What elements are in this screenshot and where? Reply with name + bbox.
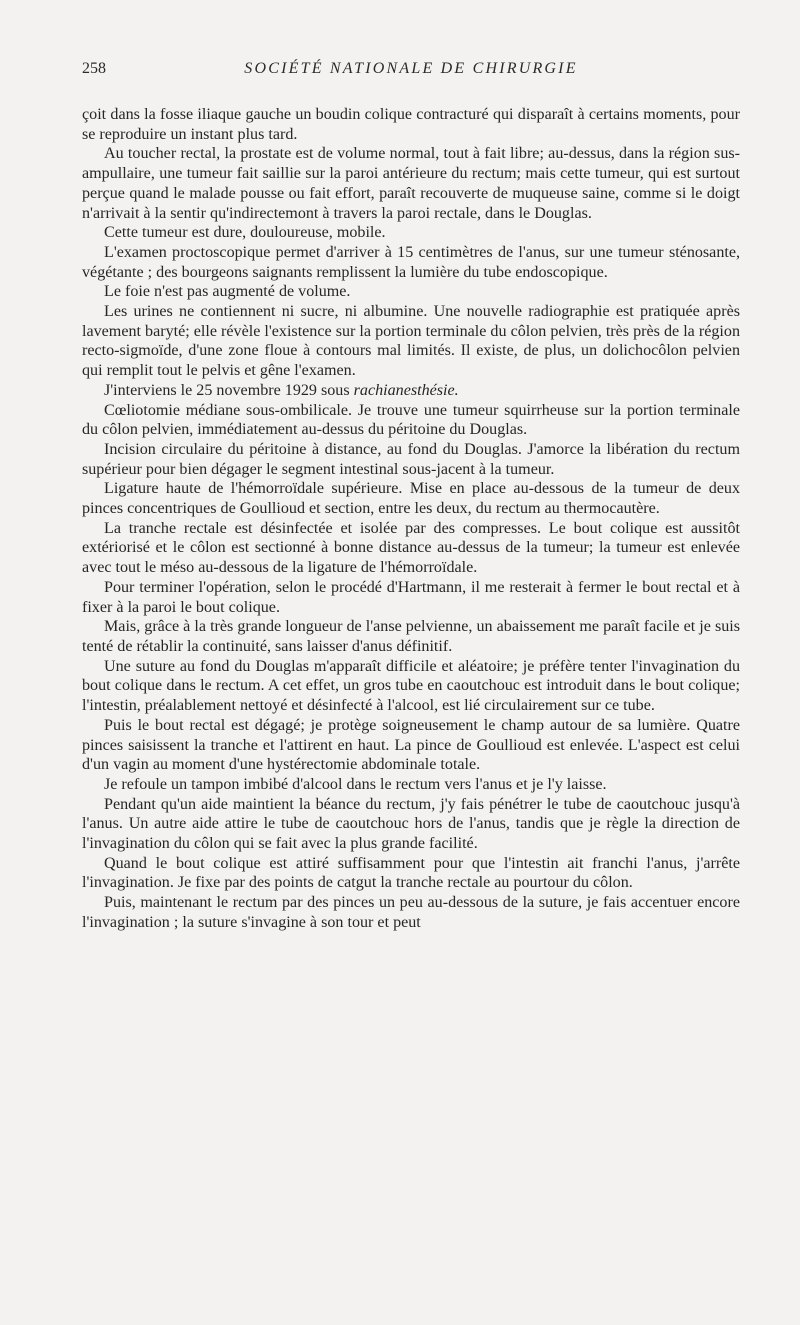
paragraph: Les urines ne contiennent ni sucre, ni albumine. Une nouvelle radiographie est pratiquée après lavement baryté; elle révèle l'existence sur la portion terminale du côlon pelvien, très près de la région recto-sigmoïde, d'une zone floue à contours mal limités. Il existe, de plus, un dolichocôlon pelvien qui remplit tout le pelvis et gêne l'examen.	[82, 303, 740, 380]
paragraph: L'examen proctoscopique permet d'arriver à 15 centimètres de l'anus, sur une tumeur sténosante, végétante ; des bourgeons saignants remplissent la lumière du tube endoscopique.	[82, 243, 740, 281]
paragraph: Puis le bout rectal est dégagé; je protège soigneusement le champ autour de sa lumière. Quatre pinces saisissent la tranche et l'attirent en haut. La pince de Goullioud est enlevée. L'aspect est celui d'un vagin au moment d'une hystérectomie abdominale totale.	[82, 716, 740, 774]
paragraph: Ligature haute de l'hémorroïdale supérieure. Mise en place au-dessous de la tumeur de deux pinces concentriques de Goullioud et section, entre les deux, du rectum au thermocautère.	[82, 480, 740, 518]
paragraph: La tranche rectale est désinfectée et isolée par des compresses. Le bout colique est aussitôt extériorisé et le côlon est sectionné à bonne distance au-dessus de la tumeur; la tumeur est enlevée avec tout le méso au-dessous de la ligature de l'hémorroïdale.	[82, 519, 740, 577]
body-text	[82, 105, 740, 933]
paragraph: Incision circulaire du péritoine à distance, au fond du Douglas. J'amorce la libération du rectum supérieur pour bien dégager le segment intestinal sous-jacent à la tumeur.	[82, 440, 740, 478]
paragraph: Mais, grâce à la très grande longueur de l'anse pelvienne, un abaissement me paraît facile et je suis tenté de rétablir la continuité, sans laisser d'anus définitif.	[82, 618, 740, 655]
anesthesia-term: rachianesthésie.	[353, 381, 459, 399]
running-title: SOCIÉTÉ NATIONALE DE CHIRURGIE	[244, 60, 578, 77]
page-header	[82, 60, 740, 86]
paragraph: Cœliotomie médiane sous-ombilicale. Je trouve une tumeur squirrheuse sur la portion terminale du côlon pelvien, immédiatement au-dessus du péritoine du Douglas.	[82, 401, 740, 439]
paragraph: çoit dans la fosse iliaque gauche un boudin colique contracturé qui disparaît à certains moments, pour se reproduire un instant plus tard.	[82, 106, 740, 143]
paragraph: Au toucher rectal, la prostate est de volume normal, tout à fait libre; au-dessus, dans la région sus-ampullaire, une tumeur fait saillie sur la paroi antérieure du rectum; mais cette tumeur, qui est surtout perçue quand le malade pousse ou fait effort, paraît recouverte de muqueuse saine, comme si le doigt n'arrivait à la sentir qu'indirectemont à travers la paroi rectale, dans le Douglas.	[82, 145, 740, 222]
paragraph: Je refoule un tampon imbibé d'alcool dans le rectum vers l'anus et je l'y laisse.	[104, 775, 607, 793]
paragraph: Cette tumeur est dure, douloureuse, mobile.	[104, 224, 386, 242]
paragraph: Le foie n'est pas augmenté de volume.	[104, 283, 351, 301]
paragraph: Quand le bout colique est attiré suffisamment pour que l'intestin ait franchi l'anus, j'arrête l'invagination. Je fixe par des points de catgut la tranche rectale au pourtour du côlon.	[82, 854, 740, 892]
paragraph: Une suture au fond du Douglas m'apparaît difficile et aléatoire; je préfère tenter l'invagination du bout colique dans le rectum. A cet effet, un gros tube en caoutchouc est introduit dans le bout colique; l'intestin, préalablement nettoyé et désinfecté à l'alcool, est lié circulairement sur ce tube.	[82, 657, 740, 715]
page-number: 258	[82, 60, 106, 77]
paragraph: Pendant qu'un aide maintient la béance du rectum, j'y fais pénétrer le tube de caoutchouc jusqu'à l'anus. Un autre aide attire le tube de caoutchouc hors de l'anus, tandis que je règle la direction de l'invagination du côlon qui se fait avec la plus grande facilité.	[82, 795, 740, 853]
paragraph: Puis, maintenant le rectum par des pinces un peu au-dessous de la suture, je fais accentuer encore l'invagination ; la suture s'invagine à son tour et peut	[82, 894, 740, 931]
paragraph: Pour terminer l'opération, selon le procédé d'Hartmann, il me resterait à fermer le bout rectal et à fixer à la paroi le bout colique.	[82, 578, 740, 616]
paragraph-intervention	[82, 381, 740, 401]
intervention-text: J'interviens le 25 novembre 1929 sous	[104, 381, 350, 399]
